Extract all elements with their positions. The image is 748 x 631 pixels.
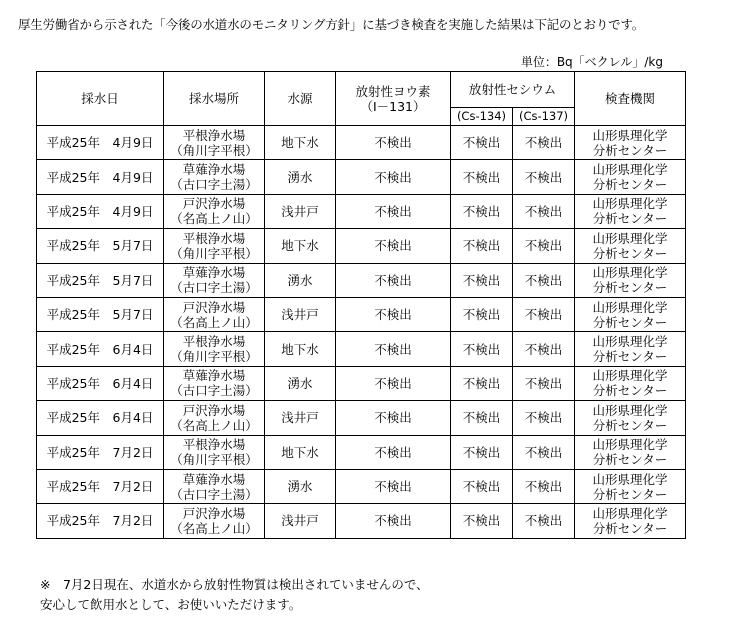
- site-address: （古口字土湯）: [170, 280, 258, 296]
- intro-text: 厚生労働省から示された「今後の水道水のモニタリング方針」に基づき検査を実施した結果は下記のとおりです。: [18, 17, 645, 32]
- lab-cell: [575, 469, 686, 503]
- lab-name: 山形県理化学: [592, 127, 668, 143]
- lab-division: 分析センター: [592, 211, 668, 227]
- header-iodine: [336, 72, 451, 126]
- iodine-cell: 不検出: [336, 126, 451, 160]
- iodine-cell: 不検出: [336, 297, 451, 331]
- lab-cell: [575, 194, 686, 228]
- lab-cell: [575, 504, 686, 538]
- site-cell: [164, 469, 265, 503]
- site-name: 平根浄水場: [182, 127, 246, 143]
- cs137-cell: 不検出: [513, 194, 575, 228]
- date-cell: 平成25年 6月4日: [37, 332, 164, 366]
- site-name: 平根浄水場: [182, 334, 246, 350]
- table-row: [37, 366, 686, 400]
- date-cell: 平成25年 7月2日: [37, 435, 164, 469]
- site-cell: [164, 229, 265, 263]
- site-address: （名高上ノ山）: [170, 520, 258, 536]
- cs137-cell: 不検出: [513, 469, 575, 503]
- site-cell: [164, 332, 265, 366]
- iodine-cell: 不検出: [336, 504, 451, 538]
- table-row: [37, 194, 686, 228]
- lab-division: 分析センター: [592, 245, 668, 261]
- header-row: [37, 72, 686, 108]
- header-source: 水源: [265, 72, 336, 126]
- source-cell: 地下水: [265, 435, 336, 469]
- lab-division: 分析センター: [592, 417, 668, 433]
- lab-name: 山形県理化学: [592, 299, 668, 315]
- iodine-cell: 不検出: [336, 160, 451, 194]
- date-cell: 平成25年 5月7日: [37, 297, 164, 331]
- date-cell: 平成25年 5月7日: [37, 229, 164, 263]
- date-cell: 平成25年 6月4日: [37, 401, 164, 435]
- cs134-cell: 不検出: [451, 504, 513, 538]
- lab-name: 山形県理化学: [592, 230, 668, 246]
- site-cell: [164, 126, 265, 160]
- table-row: [37, 435, 686, 469]
- lab-name: 山形県理化学: [592, 402, 668, 418]
- cs134-cell: 不検出: [451, 332, 513, 366]
- source-cell: 浅井戸: [265, 194, 336, 228]
- cs134-cell: 不検出: [451, 366, 513, 400]
- header-cs137: (Cs-137): [513, 108, 575, 126]
- iodine-cell: 不検出: [336, 194, 451, 228]
- footnote: [40, 575, 429, 615]
- site-name: 草薙浄水場: [182, 265, 246, 281]
- site-cell: [164, 297, 265, 331]
- date-cell: 平成25年 7月2日: [37, 469, 164, 503]
- cs137-cell: 不検出: [513, 332, 575, 366]
- lab-cell: [575, 160, 686, 194]
- site-address: （名高上ノ山）: [170, 211, 258, 227]
- site-name: 平根浄水場: [182, 230, 246, 246]
- header-cs134: (Cs-134): [451, 108, 513, 126]
- source-cell: 湧水: [265, 263, 336, 297]
- source-cell: 地下水: [265, 332, 336, 366]
- site-address: （古口字土湯）: [170, 177, 258, 193]
- site-cell: [164, 435, 265, 469]
- lab-cell: [575, 126, 686, 160]
- lab-division: 分析センター: [592, 314, 668, 330]
- site-address: （名高上ノ山）: [170, 417, 258, 433]
- table-row: [37, 126, 686, 160]
- lab-division: 分析センター: [592, 280, 668, 296]
- lab-division: 分析センター: [592, 520, 668, 536]
- iodine-cell: 不検出: [336, 435, 451, 469]
- lab-division: 分析センター: [592, 383, 668, 399]
- table-row: [37, 469, 686, 503]
- cs134-cell: 不検出: [451, 194, 513, 228]
- site-cell: [164, 263, 265, 297]
- table-row: [37, 229, 686, 263]
- cs137-cell: 不検出: [513, 126, 575, 160]
- header-site: 採水場所: [164, 72, 265, 126]
- site-address: （角川字平根）: [170, 142, 258, 158]
- site-name: 戸沢浄水場: [182, 505, 246, 521]
- site-address: （角川字平根）: [170, 349, 258, 365]
- source-cell: 湧水: [265, 469, 336, 503]
- table-row: [37, 263, 686, 297]
- date-cell: 平成25年 5月7日: [37, 263, 164, 297]
- site-address: （角川字平根）: [170, 452, 258, 468]
- lab-name: 山形県理化学: [592, 265, 668, 281]
- date-cell: 平成25年 4月9日: [37, 194, 164, 228]
- site-cell: [164, 401, 265, 435]
- site-name: 草薙浄水場: [182, 471, 246, 487]
- results-body: [37, 126, 686, 539]
- cs134-cell: 不検出: [451, 401, 513, 435]
- source-cell: 湧水: [265, 366, 336, 400]
- lab-cell: [575, 229, 686, 263]
- lab-division: 分析センター: [592, 452, 668, 468]
- site-name: 戸沢浄水場: [182, 196, 246, 212]
- source-cell: 浅井戸: [265, 504, 336, 538]
- header-iodine-name: 放射性ヨウ素: [355, 83, 431, 99]
- cs137-cell: 不検出: [513, 229, 575, 263]
- unit-label: 単位：Bq「ベクレル」/kg: [520, 55, 663, 69]
- lab-name: 山形県理化学: [592, 196, 668, 212]
- cs137-cell: 不検出: [513, 435, 575, 469]
- site-cell: [164, 366, 265, 400]
- lab-cell: [575, 435, 686, 469]
- source-cell: 湧水: [265, 160, 336, 194]
- footnote-line-2: 安心して飲用水として、お使いいただけます。: [40, 597, 302, 612]
- cs137-cell: 不検出: [513, 263, 575, 297]
- site-cell: [164, 504, 265, 538]
- table-row: [37, 332, 686, 366]
- site-cell: [164, 194, 265, 228]
- site-address: （角川字平根）: [170, 245, 258, 261]
- cs134-cell: 不検出: [451, 126, 513, 160]
- cs134-cell: 不検出: [451, 229, 513, 263]
- lab-name: 山形県理化学: [592, 437, 668, 453]
- lab-cell: [575, 401, 686, 435]
- cs137-cell: 不検出: [513, 401, 575, 435]
- lab-cell: [575, 332, 686, 366]
- cs134-cell: 不検出: [451, 160, 513, 194]
- cs134-cell: 不検出: [451, 297, 513, 331]
- header-cesium: 放射性セシウム: [451, 72, 575, 108]
- cs137-cell: 不検出: [513, 504, 575, 538]
- site-name: 戸沢浄水場: [182, 402, 246, 418]
- date-cell: 平成25年 4月9日: [37, 126, 164, 160]
- iodine-cell: 不検出: [336, 366, 451, 400]
- site-address: （古口字土湯）: [170, 486, 258, 502]
- site-address: （古口字土湯）: [170, 383, 258, 399]
- cs137-cell: 不検出: [513, 160, 575, 194]
- cs137-cell: 不検出: [513, 366, 575, 400]
- header-lab: 検査機関: [575, 72, 686, 126]
- site-address: （名高上ノ山）: [170, 314, 258, 330]
- source-cell: 浅井戸: [265, 401, 336, 435]
- iodine-cell: 不検出: [336, 469, 451, 503]
- source-cell: 地下水: [265, 229, 336, 263]
- iodine-cell: 不検出: [336, 263, 451, 297]
- source-cell: 地下水: [265, 126, 336, 160]
- lab-name: 山形県理化学: [592, 334, 668, 350]
- header-date: 採水日: [37, 72, 164, 126]
- lab-division: 分析センター: [592, 177, 668, 193]
- lab-cell: [575, 366, 686, 400]
- table-row: [37, 160, 686, 194]
- site-name: 草薙浄水場: [182, 162, 246, 178]
- cs134-cell: 不検出: [451, 263, 513, 297]
- lab-name: 山形県理化学: [592, 505, 668, 521]
- cs137-cell: 不検出: [513, 297, 575, 331]
- lab-division: 分析センター: [592, 486, 668, 502]
- date-cell: 平成25年 7月2日: [37, 504, 164, 538]
- lab-name: 山形県理化学: [592, 471, 668, 487]
- cs134-cell: 不検出: [451, 435, 513, 469]
- lab-name: 山形県理化学: [592, 162, 668, 178]
- table-row: [37, 401, 686, 435]
- iodine-cell: 不検出: [336, 229, 451, 263]
- lab-cell: [575, 263, 686, 297]
- table-row: [37, 504, 686, 538]
- source-cell: 浅井戸: [265, 297, 336, 331]
- site-name: 平根浄水場: [182, 437, 246, 453]
- table-row: [37, 297, 686, 331]
- results-table: [36, 71, 686, 539]
- date-cell: 平成25年 6月4日: [37, 366, 164, 400]
- iodine-cell: 不検出: [336, 332, 451, 366]
- footnote-line-1: ※ 7月2日現在、水道水から放射性物質は検出されていませんので、: [40, 577, 429, 592]
- site-name: 戸沢浄水場: [182, 299, 246, 315]
- lab-division: 分析センター: [592, 142, 668, 158]
- lab-name: 山形県理化学: [592, 368, 668, 384]
- header-iodine-code: （I－131）: [360, 98, 426, 114]
- cs134-cell: 不検出: [451, 469, 513, 503]
- site-cell: [164, 160, 265, 194]
- date-cell: 平成25年 4月9日: [37, 160, 164, 194]
- lab-division: 分析センター: [592, 349, 668, 365]
- iodine-cell: 不検出: [336, 401, 451, 435]
- lab-cell: [575, 297, 686, 331]
- site-name: 草薙浄水場: [182, 368, 246, 384]
